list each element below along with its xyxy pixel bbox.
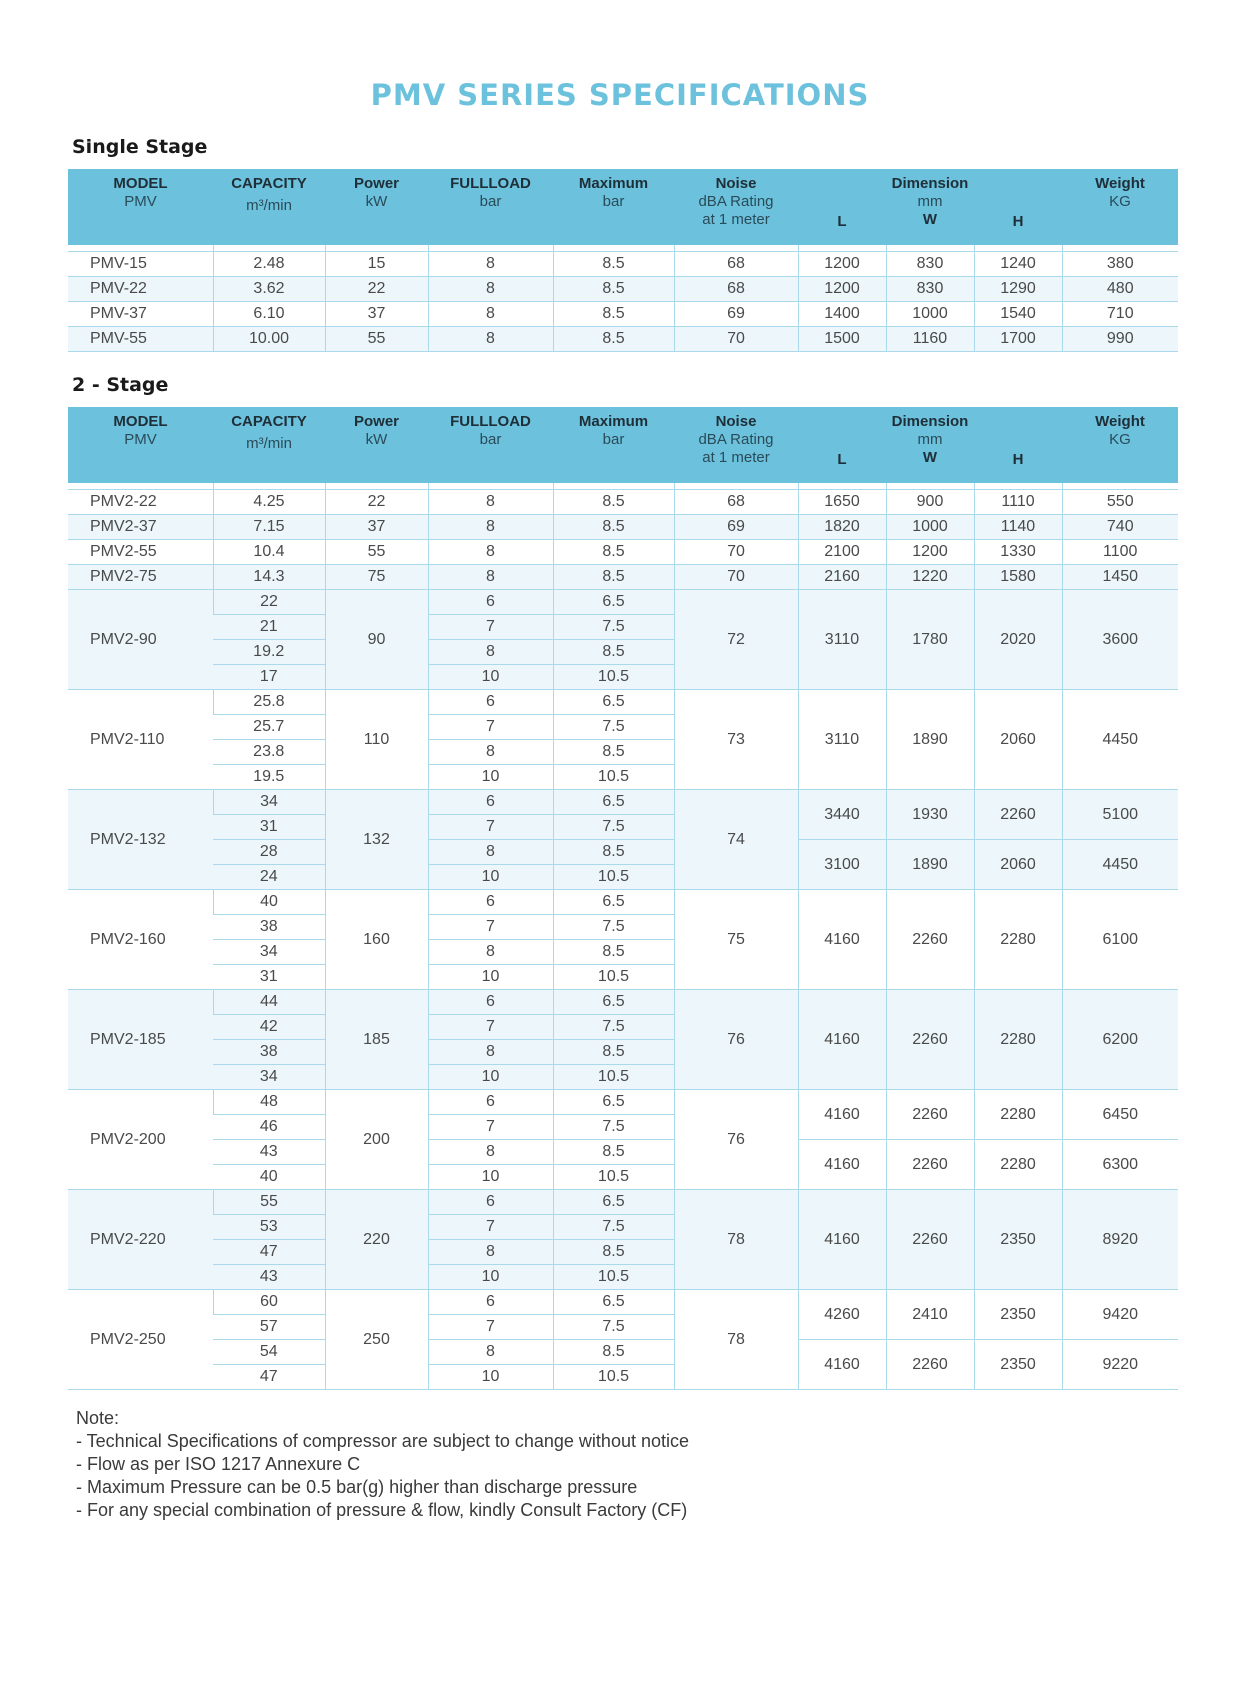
model-cell: PMV2-22: [68, 490, 213, 515]
table-header: MODEL PMV CAPACITY m³/min Power kW FULLLOAD bar Maximum bar Noise dBA Rating at 1 meter L Dimension mm W H Weight KG: [68, 407, 1178, 483]
fullload-cell: 8: [428, 327, 553, 352]
width-cell: 1890: [886, 840, 974, 890]
capacity-cell: 31: [213, 965, 325, 990]
power-cell: 110: [325, 690, 428, 790]
length-cell: 1500: [798, 327, 886, 352]
capacity-cell: 21: [213, 615, 325, 640]
fullload-cell: 7: [428, 1215, 553, 1240]
maximum-cell: 6.5: [553, 890, 674, 915]
capacity-cell: 38: [213, 1040, 325, 1065]
width-cell: 2260: [886, 1140, 974, 1190]
note-item: - Flow as per ISO 1217 Annexure C: [76, 1454, 361, 1474]
width-cell: 830: [886, 252, 974, 277]
power-cell: 160: [325, 890, 428, 990]
width-cell: 1220: [886, 565, 974, 590]
capacity-cell: 31: [213, 815, 325, 840]
two-stage-heading: 2 - Stage: [72, 374, 169, 396]
fullload-cell: 8: [428, 565, 553, 590]
width-cell: 2260: [886, 890, 974, 990]
single-stage-table: [68, 169, 1178, 352]
maximum-cell: 7.5: [553, 1215, 674, 1240]
table-row: [68, 1190, 1178, 1215]
width-cell: 1160: [886, 327, 974, 352]
fullload-cell: 10: [428, 665, 553, 690]
table-row: [68, 277, 1178, 302]
fullload-cell: 10: [428, 1365, 553, 1390]
maximum-cell: 8.5: [553, 277, 674, 302]
maximum-cell: 8.5: [553, 327, 674, 352]
capacity-cell: 46: [213, 1115, 325, 1140]
capacity-cell: 53: [213, 1215, 325, 1240]
maximum-cell: 8.5: [553, 252, 674, 277]
note-item: - Maximum Pressure can be 0.5 bar(g) higher than discharge pressure: [76, 1477, 638, 1497]
two-stage-table: [68, 407, 1178, 1390]
fullload-cell: 10: [428, 865, 553, 890]
noise-cell: 78: [674, 1290, 798, 1390]
maximum-cell: 10.5: [553, 665, 674, 690]
power-cell: 75: [325, 565, 428, 590]
maximum-cell: 10.5: [553, 1365, 674, 1390]
maximum-cell: 6.5: [553, 590, 674, 615]
capacity-cell: 34: [213, 1065, 325, 1090]
weight-cell: 990: [1062, 327, 1178, 352]
fullload-cell: 8: [428, 277, 553, 302]
table-row: [68, 990, 1178, 1015]
capacity-cell: 17: [213, 665, 325, 690]
maximum-cell: 7.5: [553, 1115, 674, 1140]
model-cell: PMV2-220: [68, 1190, 213, 1290]
width-cell: 1890: [886, 690, 974, 790]
length-cell: 1650: [798, 490, 886, 515]
maximum-cell: 8.5: [553, 1240, 674, 1265]
note-item: - Technical Specifications of compressor are subject to change without notice: [76, 1431, 689, 1451]
maximum-cell: 8.5: [553, 1340, 674, 1365]
page-title: PMV SERIES SPECIFICATIONS: [370, 78, 870, 112]
notes-heading: Note:: [76, 1408, 120, 1428]
width-cell: 2260: [886, 1090, 974, 1140]
capacity-cell: 34: [213, 790, 325, 815]
noise-cell: 75: [674, 890, 798, 990]
fullload-cell: 8: [428, 515, 553, 540]
height-cell: 2280: [974, 890, 1062, 990]
maximum-cell: 8.5: [553, 490, 674, 515]
capacity-cell: 42: [213, 1015, 325, 1040]
length-cell: 3110: [798, 690, 886, 790]
length-cell: 4160: [798, 990, 886, 1090]
maximum-cell: 6.5: [553, 1090, 674, 1115]
height-cell: 2280: [974, 1090, 1062, 1140]
capacity-cell: 57: [213, 1315, 325, 1340]
fullload-cell: 8: [428, 740, 553, 765]
fullload-cell: 8: [428, 1240, 553, 1265]
power-cell: 15: [325, 252, 428, 277]
noise-cell: 74: [674, 790, 798, 890]
maximum-cell: 7.5: [553, 615, 674, 640]
capacity-cell: 47: [213, 1365, 325, 1390]
maximum-cell: 7.5: [553, 715, 674, 740]
maximum-cell: 8.5: [553, 1140, 674, 1165]
height-cell: 1330: [974, 540, 1062, 565]
power-cell: 220: [325, 1190, 428, 1290]
power-cell: 132: [325, 790, 428, 890]
capacity-cell: 10.00: [213, 327, 325, 352]
model-cell: PMV2-200: [68, 1090, 213, 1190]
maximum-cell: 10.5: [553, 1265, 674, 1290]
noise-cell: 70: [674, 327, 798, 352]
maximum-cell: 10.5: [553, 1165, 674, 1190]
capacity-cell: 28: [213, 840, 325, 865]
single-stage-heading: Single Stage: [72, 136, 208, 158]
maximum-cell: 6.5: [553, 690, 674, 715]
fullload-cell: 8: [428, 840, 553, 865]
fullload-cell: 8: [428, 302, 553, 327]
height-cell: 1540: [974, 302, 1062, 327]
weight-cell: 1450: [1062, 565, 1178, 590]
table-row: [68, 490, 1178, 515]
weight-cell: 6200: [1062, 990, 1178, 1090]
table-row: [68, 565, 1178, 590]
notes: [76, 1407, 689, 1522]
maximum-cell: 8.5: [553, 565, 674, 590]
power-cell: 37: [325, 302, 428, 327]
length-cell: 2160: [798, 565, 886, 590]
table-row: [68, 890, 1178, 915]
capacity-cell: 19.5: [213, 765, 325, 790]
fullload-cell: 7: [428, 1115, 553, 1140]
table-row: [68, 1090, 1178, 1115]
weight-cell: 6300: [1062, 1140, 1178, 1190]
model-cell: PMV2-132: [68, 790, 213, 890]
weight-cell: 550: [1062, 490, 1178, 515]
length-cell: 3100: [798, 840, 886, 890]
capacity-cell: 6.10: [213, 302, 325, 327]
weight-cell: 740: [1062, 515, 1178, 540]
length-cell: 4160: [798, 1340, 886, 1390]
capacity-cell: 40: [213, 890, 325, 915]
fullload-cell: 7: [428, 915, 553, 940]
power-cell: 200: [325, 1090, 428, 1190]
table-row: [68, 690, 1178, 715]
height-cell: 1140: [974, 515, 1062, 540]
height-cell: 2350: [974, 1190, 1062, 1290]
length-cell: 4160: [798, 1090, 886, 1140]
note-item: - For any special combination of pressure & flow, kindly Consult Factory (CF): [76, 1500, 688, 1520]
fullload-cell: 10: [428, 1265, 553, 1290]
table-row: [68, 1290, 1178, 1315]
model-cell: PMV2-37: [68, 515, 213, 540]
width-cell: 1000: [886, 302, 974, 327]
maximum-cell: 10.5: [553, 765, 674, 790]
capacity-cell: 24: [213, 865, 325, 890]
noise-cell: 68: [674, 277, 798, 302]
model-cell: PMV2-185: [68, 990, 213, 1090]
capacity-cell: 23.8: [213, 740, 325, 765]
weight-cell: 6450: [1062, 1090, 1178, 1140]
weight-cell: 4450: [1062, 840, 1178, 890]
noise-cell: 69: [674, 515, 798, 540]
weight-cell: 9420: [1062, 1290, 1178, 1340]
fullload-cell: 7: [428, 615, 553, 640]
capacity-cell: 2.48: [213, 252, 325, 277]
power-cell: 90: [325, 590, 428, 690]
fullload-cell: 6: [428, 890, 553, 915]
fullload-cell: 7: [428, 815, 553, 840]
weight-cell: 480: [1062, 277, 1178, 302]
fullload-cell: 10: [428, 1165, 553, 1190]
maximum-cell: 6.5: [553, 1190, 674, 1215]
maximum-cell: 10.5: [553, 965, 674, 990]
capacity-cell: 43: [213, 1140, 325, 1165]
length-cell: 1820: [798, 515, 886, 540]
model-cell: PMV-55: [68, 327, 213, 352]
noise-cell: 70: [674, 540, 798, 565]
weight-cell: 6100: [1062, 890, 1178, 990]
width-cell: 1930: [886, 790, 974, 840]
maximum-cell: 6.5: [553, 990, 674, 1015]
model-cell: PMV2-55: [68, 540, 213, 565]
capacity-cell: 60: [213, 1290, 325, 1315]
height-cell: 2060: [974, 840, 1062, 890]
height-cell: 2280: [974, 990, 1062, 1090]
capacity-cell: 25.7: [213, 715, 325, 740]
noise-cell: 70: [674, 565, 798, 590]
power-cell: 55: [325, 540, 428, 565]
length-cell: 1200: [798, 252, 886, 277]
fullload-cell: 10: [428, 1065, 553, 1090]
model-cell: PMV-37: [68, 302, 213, 327]
capacity-cell: 48: [213, 1090, 325, 1115]
height-cell: 1240: [974, 252, 1062, 277]
maximum-cell: 7.5: [553, 1315, 674, 1340]
fullload-cell: 8: [428, 540, 553, 565]
weight-cell: 3600: [1062, 590, 1178, 690]
fullload-cell: 8: [428, 1340, 553, 1365]
width-cell: 2260: [886, 1340, 974, 1390]
maximum-cell: 8.5: [553, 1040, 674, 1065]
noise-cell: 73: [674, 690, 798, 790]
fullload-cell: 6: [428, 1090, 553, 1115]
noise-cell: 68: [674, 490, 798, 515]
capacity-cell: 34: [213, 940, 325, 965]
maximum-cell: 8.5: [553, 840, 674, 865]
power-cell: 250: [325, 1290, 428, 1390]
maximum-cell: 10.5: [553, 1065, 674, 1090]
maximum-cell: 8.5: [553, 940, 674, 965]
fullload-cell: 6: [428, 1290, 553, 1315]
table-row: [68, 515, 1178, 540]
capacity-cell: 10.4: [213, 540, 325, 565]
maximum-cell: 8.5: [553, 302, 674, 327]
table-row: [68, 1140, 1178, 1165]
length-cell: 3440: [798, 790, 886, 840]
fullload-cell: 10: [428, 765, 553, 790]
weight-cell: 380: [1062, 252, 1178, 277]
height-cell: 2020: [974, 590, 1062, 690]
width-cell: 1200: [886, 540, 974, 565]
height-cell: 2280: [974, 1140, 1062, 1190]
fullload-cell: 6: [428, 790, 553, 815]
capacity-cell: 38: [213, 915, 325, 940]
fullload-cell: 8: [428, 252, 553, 277]
length-cell: 4160: [798, 1140, 886, 1190]
fullload-cell: 6: [428, 1190, 553, 1215]
fullload-cell: 8: [428, 640, 553, 665]
table-header: MODEL PMV CAPACITY m³/min Power kW FULLLOAD bar Maximum bar Noise dBA Rating at 1 meter L Dimension mm W H Weight KG: [68, 169, 1178, 245]
power-cell: 22: [325, 490, 428, 515]
noise-cell: 72: [674, 590, 798, 690]
height-cell: 1290: [974, 277, 1062, 302]
fullload-cell: 7: [428, 715, 553, 740]
capacity-cell: 55: [213, 1190, 325, 1215]
table-row: [68, 302, 1178, 327]
model-cell: PMV2-250: [68, 1290, 213, 1390]
weight-cell: 4450: [1062, 690, 1178, 790]
maximum-cell: 8.5: [553, 515, 674, 540]
model-cell: PMV2-90: [68, 590, 213, 690]
width-cell: 830: [886, 277, 974, 302]
capacity-cell: 25.8: [213, 690, 325, 715]
length-cell: 1200: [798, 277, 886, 302]
fullload-cell: 6: [428, 590, 553, 615]
weight-cell: 9220: [1062, 1340, 1178, 1390]
model-cell: PMV2-110: [68, 690, 213, 790]
table-row: [68, 790, 1178, 815]
height-cell: 2060: [974, 690, 1062, 790]
fullload-cell: 8: [428, 940, 553, 965]
fullload-cell: 8: [428, 1140, 553, 1165]
noise-cell: 76: [674, 990, 798, 1090]
length-cell: 4160: [798, 1190, 886, 1290]
fullload-cell: 6: [428, 990, 553, 1015]
capacity-cell: 19.2: [213, 640, 325, 665]
table-row: [68, 540, 1178, 565]
maximum-cell: 7.5: [553, 815, 674, 840]
width-cell: 2260: [886, 1190, 974, 1290]
fullload-cell: 8: [428, 1040, 553, 1065]
maximum-cell: 6.5: [553, 1290, 674, 1315]
power-cell: 37: [325, 515, 428, 540]
noise-cell: 68: [674, 252, 798, 277]
table-row: [68, 840, 1178, 865]
capacity-cell: 14.3: [213, 565, 325, 590]
length-cell: 2100: [798, 540, 886, 565]
power-cell: 185: [325, 990, 428, 1090]
table-row: [68, 252, 1178, 277]
maximum-cell: 8.5: [553, 540, 674, 565]
model-cell: PMV-15: [68, 252, 213, 277]
width-cell: 1780: [886, 590, 974, 690]
noise-cell: 76: [674, 1090, 798, 1190]
power-cell: 22: [325, 277, 428, 302]
height-cell: 1110: [974, 490, 1062, 515]
fullload-cell: 10: [428, 965, 553, 990]
height-cell: 2260: [974, 790, 1062, 840]
height-cell: 1700: [974, 327, 1062, 352]
noise-cell: 69: [674, 302, 798, 327]
table-row: [68, 327, 1178, 352]
weight-cell: 8920: [1062, 1190, 1178, 1290]
fullload-cell: 8: [428, 490, 553, 515]
width-cell: 2260: [886, 990, 974, 1090]
width-cell: 900: [886, 490, 974, 515]
height-cell: 2350: [974, 1290, 1062, 1340]
maximum-cell: 7.5: [553, 915, 674, 940]
weight-cell: 710: [1062, 302, 1178, 327]
maximum-cell: 10.5: [553, 865, 674, 890]
table-row: [68, 1340, 1178, 1365]
length-cell: 4260: [798, 1290, 886, 1340]
fullload-cell: 7: [428, 1315, 553, 1340]
length-cell: 3110: [798, 590, 886, 690]
length-cell: 1400: [798, 302, 886, 327]
height-cell: 2350: [974, 1340, 1062, 1390]
width-cell: 1000: [886, 515, 974, 540]
capacity-cell: 43: [213, 1265, 325, 1290]
capacity-cell: 54: [213, 1340, 325, 1365]
model-cell: PMV2-75: [68, 565, 213, 590]
noise-cell: 78: [674, 1190, 798, 1290]
capacity-cell: 4.25: [213, 490, 325, 515]
weight-cell: 1100: [1062, 540, 1178, 565]
model-cell: PMV2-160: [68, 890, 213, 990]
width-cell: 2410: [886, 1290, 974, 1340]
maximum-cell: 8.5: [553, 740, 674, 765]
maximum-cell: 6.5: [553, 790, 674, 815]
capacity-cell: 7.15: [213, 515, 325, 540]
capacity-cell: 3.62: [213, 277, 325, 302]
capacity-cell: 22: [213, 590, 325, 615]
length-cell: 4160: [798, 890, 886, 990]
maximum-cell: 7.5: [553, 1015, 674, 1040]
capacity-cell: 40: [213, 1165, 325, 1190]
fullload-cell: 6: [428, 690, 553, 715]
capacity-cell: 44: [213, 990, 325, 1015]
model-cell: PMV-22: [68, 277, 213, 302]
maximum-cell: 8.5: [553, 640, 674, 665]
height-cell: 1580: [974, 565, 1062, 590]
capacity-cell: 47: [213, 1240, 325, 1265]
weight-cell: 5100: [1062, 790, 1178, 840]
fullload-cell: 7: [428, 1015, 553, 1040]
table-row: [68, 590, 1178, 615]
power-cell: 55: [325, 327, 428, 352]
